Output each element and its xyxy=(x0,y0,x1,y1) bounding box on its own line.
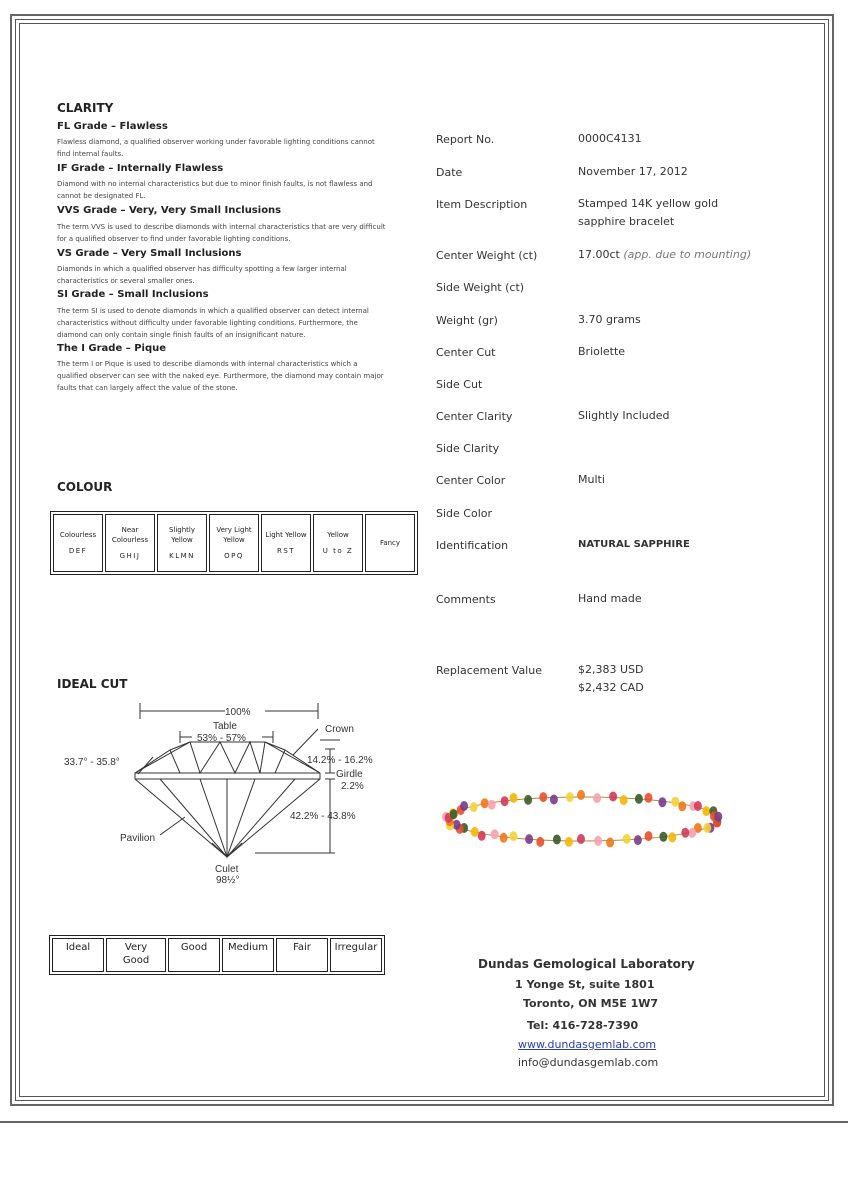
bracelet-bead xyxy=(623,834,631,844)
bracelet-bead xyxy=(668,832,676,842)
bracelet-bead xyxy=(450,809,458,819)
weight-gr-value: 3.70 grams xyxy=(578,313,641,326)
cut-grade-cell: Very Good xyxy=(106,938,166,972)
bracelet-bead xyxy=(606,838,614,848)
bracelet-bead xyxy=(550,795,558,805)
colour-cell-grades: KLMN xyxy=(169,552,195,560)
grade-title-si: SI Grade – Small Inclusions xyxy=(57,289,209,300)
report-no-label: Report No. xyxy=(436,133,495,146)
colour-cell-label: Colourless xyxy=(59,531,97,539)
grade-title-fl: FL Grade – Flawless xyxy=(57,121,168,132)
identification-label: Identification xyxy=(436,539,509,552)
bracelet-bead xyxy=(714,812,722,822)
bracelet-bead xyxy=(553,835,561,845)
bracelet-bead xyxy=(593,793,601,803)
bracelet-bead xyxy=(481,798,489,808)
center-weight-value: 17.00ct xyxy=(578,248,620,261)
side-cut-label: Side Cut xyxy=(436,378,483,391)
bracelet-bead xyxy=(565,837,573,847)
item-description-value: Stamped 14K yellow gold sapphire bracelet xyxy=(578,197,719,228)
clarity-heading: CLARITY xyxy=(57,101,114,115)
facet xyxy=(170,750,180,773)
grade-desc-if: Diamond with no internal characteristics but due to minor finish faults, is not flawless and cannot be designated FL. xyxy=(57,180,373,200)
pavilion-label: Pavilion xyxy=(120,833,156,844)
angle-line xyxy=(138,757,153,774)
diamond-proportion-diagram xyxy=(50,695,390,895)
culet-label: Culet xyxy=(215,864,239,875)
grade-desc-vvs: The term VVS is used to describe diamonds with internal characteristics that are very difficult for a qualified observer to find under favorable lighting conditions. xyxy=(57,223,386,243)
crown-pointer xyxy=(293,729,318,755)
bracelet-bead xyxy=(645,793,653,803)
center-clarity-value: Slightly Included xyxy=(578,409,670,422)
table-range: 53% - 57% xyxy=(197,733,246,744)
colour-cell xyxy=(157,514,207,572)
bracelet-bead xyxy=(634,835,642,845)
bracelet-bead xyxy=(659,832,667,842)
bracelet-bead xyxy=(524,795,532,805)
center-color-value: Multi xyxy=(578,473,605,486)
center-color-label: Center Color xyxy=(436,474,506,487)
lab-name: Dundas Gemological Laboratory xyxy=(478,957,695,971)
side-weight-label: Side Weight (ct) xyxy=(436,281,525,294)
dim-total-width: 100% xyxy=(225,707,251,718)
comments-label: Comments xyxy=(436,593,496,606)
table-label: Table xyxy=(213,721,237,732)
center-weight-row xyxy=(578,246,751,264)
girdle-value: 2.2% xyxy=(341,781,364,792)
colour-cell-grades: DEF xyxy=(68,547,88,555)
date-value: November 17, 2012 xyxy=(578,165,688,178)
grade-desc-fl: Flawless diamond, a qualified observer working under favorable lighting conditions cannot find internal faults. xyxy=(57,138,375,158)
bracelet-image xyxy=(438,783,728,855)
bracelet-bead xyxy=(577,790,585,800)
bracelet-bead xyxy=(536,837,544,847)
side-clarity-label: Side Clarity xyxy=(436,442,500,455)
item-description-label: Item Description xyxy=(436,198,528,211)
pavilion-pointer xyxy=(160,817,185,835)
grade-desc-i: The term I or Pique is used to describe diamonds with internal characteristics which a qualified observer can see with the naked eye. Furthermore, the diamond may contain major faults that can largely affect the value of the stone. xyxy=(57,360,384,392)
colour-cell-grades: GHIJ xyxy=(119,552,141,560)
grade-title-i: The I Grade – Pique xyxy=(57,343,167,354)
colour-cell-label: Near Colourless xyxy=(111,526,149,544)
grade-desc-si: The term SI is used to denote diamonds in which a qualified observer can detect internal characteristics without difficulty under favorable lighting conditions. Furthermore, the diamond can only contain single finish faults of an insignificant nature. xyxy=(57,307,369,339)
bracelet-bead xyxy=(471,827,479,837)
grade-title-vs: VS Grade – Very Small Inclusions xyxy=(57,248,242,259)
bracelet-bead xyxy=(460,801,468,811)
bracelet-bead xyxy=(620,795,628,805)
bracelet-bead xyxy=(594,836,602,846)
lab-address-2: Toronto, ON M5E 1W7 xyxy=(523,997,659,1010)
crown-angle: 33.7° - 35.8° xyxy=(64,757,120,768)
colour-cell-label: Fancy xyxy=(379,539,401,547)
cut-grade-cell: Good xyxy=(168,938,220,972)
bracelet-bead xyxy=(478,831,486,841)
colour-cell xyxy=(209,514,259,572)
side-color-label: Side Color xyxy=(436,507,493,520)
lab-tel: Tel: 416-728-7390 xyxy=(527,1019,639,1032)
center-weight-label: Center Weight (ct) xyxy=(436,249,538,262)
bracelet-bead xyxy=(635,794,643,804)
facet xyxy=(190,742,265,773)
scan-edge-line xyxy=(0,1121,848,1123)
center-clarity-label: Center Clarity xyxy=(436,410,513,423)
replacement-value-label: Replacement Value xyxy=(436,664,542,677)
grade-desc-vs: Diamonds in which a qualified observer has difficulty spotting a few larger internal characteristics or several smaller ones. xyxy=(57,265,347,285)
bracelet-bead xyxy=(694,801,702,811)
bracelet-bead xyxy=(609,792,617,802)
bracelet-bead xyxy=(501,796,509,806)
bracelet-bead xyxy=(510,793,518,803)
comments-value: Hand made xyxy=(578,592,642,605)
cut-grade-cell: Irregular xyxy=(330,938,382,972)
replacement-value-usd: $2,383 USD xyxy=(578,663,644,676)
identification-value: NATURAL SAPPHIRE xyxy=(578,539,690,550)
crown-height: 14.2% - 16.2% xyxy=(307,755,373,766)
bracelet-bead xyxy=(577,834,585,844)
colour-cell-label: Slightly Yellow xyxy=(168,526,196,544)
cut-grade-cell: Medium xyxy=(222,938,274,972)
ideal-cut-heading: IDEAL CUT xyxy=(57,677,128,691)
bracelet-bead xyxy=(539,792,547,802)
bracelet-bead xyxy=(500,833,508,843)
bracelet-bead xyxy=(703,823,711,833)
colour-cell-label: Very Light Yellow xyxy=(216,526,252,544)
bracelet-bead xyxy=(702,806,710,816)
bracelet-bead xyxy=(658,797,666,807)
report-no-value: 0000C4131 xyxy=(578,132,642,145)
colour-scale-table xyxy=(50,511,418,575)
colour-cell xyxy=(261,514,311,572)
bracelet-bead xyxy=(491,829,499,839)
colour-cell-grades: U to Z xyxy=(322,547,354,555)
culet-value: 98½° xyxy=(216,875,240,886)
center-weight-note: (app. due to mounting) xyxy=(623,248,752,261)
colour-cell-label: Yellow xyxy=(327,531,349,539)
colour-cell xyxy=(53,514,103,572)
crown-label: Crown xyxy=(325,724,354,735)
colour-cell xyxy=(313,514,363,572)
cut-grade-cell: Fair xyxy=(276,938,328,972)
bracelet-bead xyxy=(566,792,574,802)
bracelet-bead xyxy=(671,797,679,807)
bracelet-bead xyxy=(681,828,689,838)
center-cut-value: Briolette xyxy=(578,345,626,358)
bracelet-bead xyxy=(470,802,478,812)
colour-cell xyxy=(365,514,415,572)
bracelet-bead xyxy=(488,800,496,810)
weight-gr-label: Weight (gr) xyxy=(436,314,498,327)
grade-title-vvs: VVS Grade – Very, Very Small Inclusions xyxy=(57,205,282,216)
lab-email[interactable]: info@dundasgemlab.com xyxy=(518,1056,659,1069)
cut-grade-table xyxy=(49,935,385,975)
bracelet-bead xyxy=(678,801,686,811)
colour-cell-label: Light Yellow xyxy=(265,531,307,539)
girdle-label: Girdle xyxy=(336,769,363,780)
lab-website-link[interactable]: www.dundasgemlab.com xyxy=(518,1038,657,1051)
bracelet-bead xyxy=(525,834,533,844)
cut-grade-cell: Ideal xyxy=(52,938,104,972)
date-label: Date xyxy=(436,166,463,179)
colour-heading: COLOUR xyxy=(57,480,113,494)
lab-address-1: 1 Yonge St, suite 1801 xyxy=(515,978,655,991)
bracelet-bead xyxy=(688,828,696,838)
bracelet-bead xyxy=(645,831,653,841)
colour-cell-grades: OPQ xyxy=(224,552,244,560)
colour-cell xyxy=(105,514,155,572)
facet xyxy=(275,750,285,773)
pavilion-depth: 42.2% - 43.8% xyxy=(290,811,356,822)
bracelet-bead xyxy=(510,831,518,841)
grade-title-if: IF Grade – Internally Flawless xyxy=(57,163,224,174)
replacement-value-cad: $2,432 CAD xyxy=(578,681,644,694)
colour-cell-grades: RST xyxy=(276,547,296,555)
bracelet-beads xyxy=(442,790,722,848)
center-cut-label: Center Cut xyxy=(436,346,496,359)
